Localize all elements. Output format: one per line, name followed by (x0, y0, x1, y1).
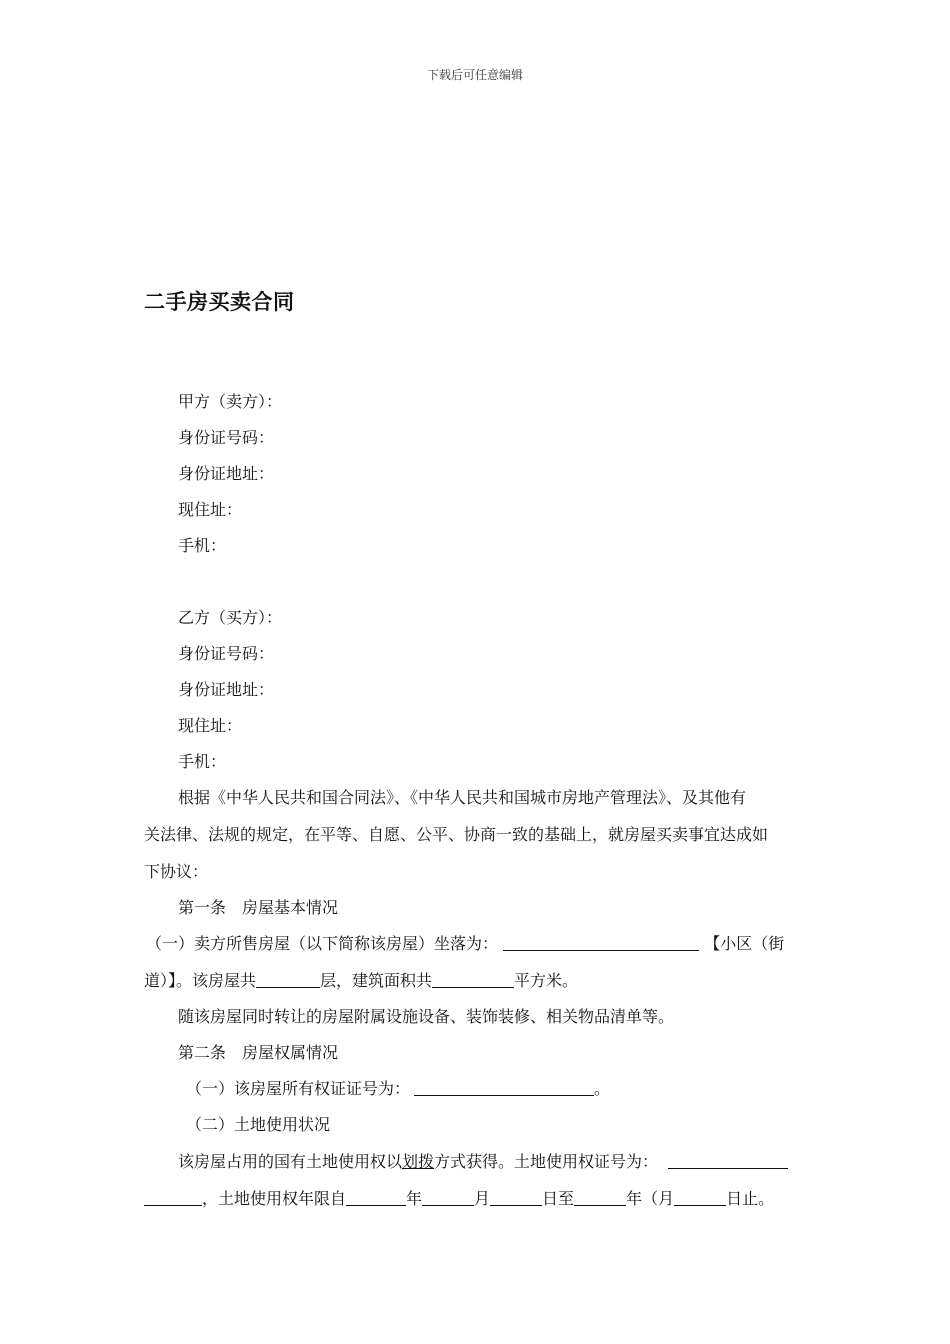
start-year-label: 年 (406, 1189, 423, 1208)
preamble-line-2: 关法律、法规的规定，在平等、自愿、公平、协商一致的基础上，就房屋买卖事宜达成如 (144, 825, 769, 844)
land-use-text: 该房屋占用的国有土地使用权以 (178, 1152, 403, 1171)
article-1-heading (178, 895, 338, 918)
preamble-line-1: 根据《中华人民共和国合同法》、《中华人民共和国城市房地产管理法》、及其他有 (178, 788, 747, 807)
article-1-item-2: 随该房屋同时转让的房屋附属设施设备、装饰装修、相关物品清单等。 (178, 1007, 675, 1026)
article-2-title: 第二条 (178, 1043, 227, 1062)
article-2-heading (178, 1040, 338, 1063)
buyer-heading: 乙方（买方）： (178, 608, 283, 627)
seller-id-number-label: 身份证号码： (178, 428, 275, 447)
article-1-item-1-text: （一）卖方所售房屋（以下简称该房屋）坐落为： (146, 934, 499, 953)
certificate-number-label: （一）该房屋所有权证证号为： (186, 1079, 411, 1098)
land-method: 划拨 (402, 1152, 435, 1171)
article-1-item-1-suffix: 【小区（街 (704, 934, 785, 953)
end-month-blank[interactable] (674, 1189, 726, 1206)
article-2-item-2: （二）土地使用状况 (186, 1115, 331, 1134)
buyer-id-address-label: 身份证地址： (178, 680, 275, 699)
buyer-current-address-label: 现住址： (178, 716, 243, 735)
certificate-number-blank[interactable] (414, 1079, 594, 1096)
buyer-id-number-label: 身份证号码： (178, 644, 275, 663)
header-note: 下载后可任意编辑 (426, 68, 523, 82)
article-1-floors-text: 道）】。该房屋共 (144, 971, 257, 990)
end-label: 日止。 (726, 1189, 775, 1208)
land-use-line (178, 1149, 788, 1172)
preamble-line-3: 下协议： (144, 862, 209, 881)
start-month-blank[interactable] (422, 1189, 474, 1206)
article-1-subtitle: 房屋基本情况 (242, 898, 339, 917)
seller-heading: 甲方（卖方）： (178, 392, 283, 411)
certificate-number-end: 。 (594, 1079, 611, 1098)
area-blank[interactable] (432, 971, 514, 988)
land-certificate-blank-cont[interactable] (144, 1189, 202, 1206)
buyer-phone-label: 手机： (178, 752, 227, 771)
seller-current-address-label: 现住址： (178, 500, 243, 519)
article-1-item-1 (146, 931, 784, 954)
location-blank[interactable] (503, 934, 699, 951)
land-term-line (144, 1186, 774, 1209)
article-1-area-text: 层，建筑面积共 (320, 971, 433, 990)
seller-id-address-label: 身份证地址： (178, 464, 275, 483)
end-year-label: 年（月 (626, 1189, 675, 1208)
floors-blank[interactable] (256, 971, 320, 988)
article-1-title: 第一条 (178, 898, 227, 917)
seller-phone-label: 手机： (178, 536, 227, 555)
start-month-label: 月 (474, 1189, 491, 1208)
start-day-label: 日至 (542, 1189, 575, 1208)
land-term-label: ，土地使用权年限自 (202, 1189, 347, 1208)
document-title: 二手房买卖合同 (144, 290, 295, 314)
article-1-area-unit: 平方米。 (514, 971, 579, 990)
article-2-subtitle: 房屋权属情况 (242, 1043, 339, 1062)
article-1-item-1-cont (144, 968, 578, 991)
land-certificate-blank[interactable] (668, 1152, 788, 1169)
start-day-blank[interactable] (490, 1189, 542, 1206)
start-year-blank[interactable] (346, 1189, 406, 1206)
end-year-blank[interactable] (574, 1189, 626, 1206)
article-2-item-1 (186, 1076, 610, 1099)
land-certificate-label: 方式获得。土地使用权证号为： (434, 1152, 659, 1171)
